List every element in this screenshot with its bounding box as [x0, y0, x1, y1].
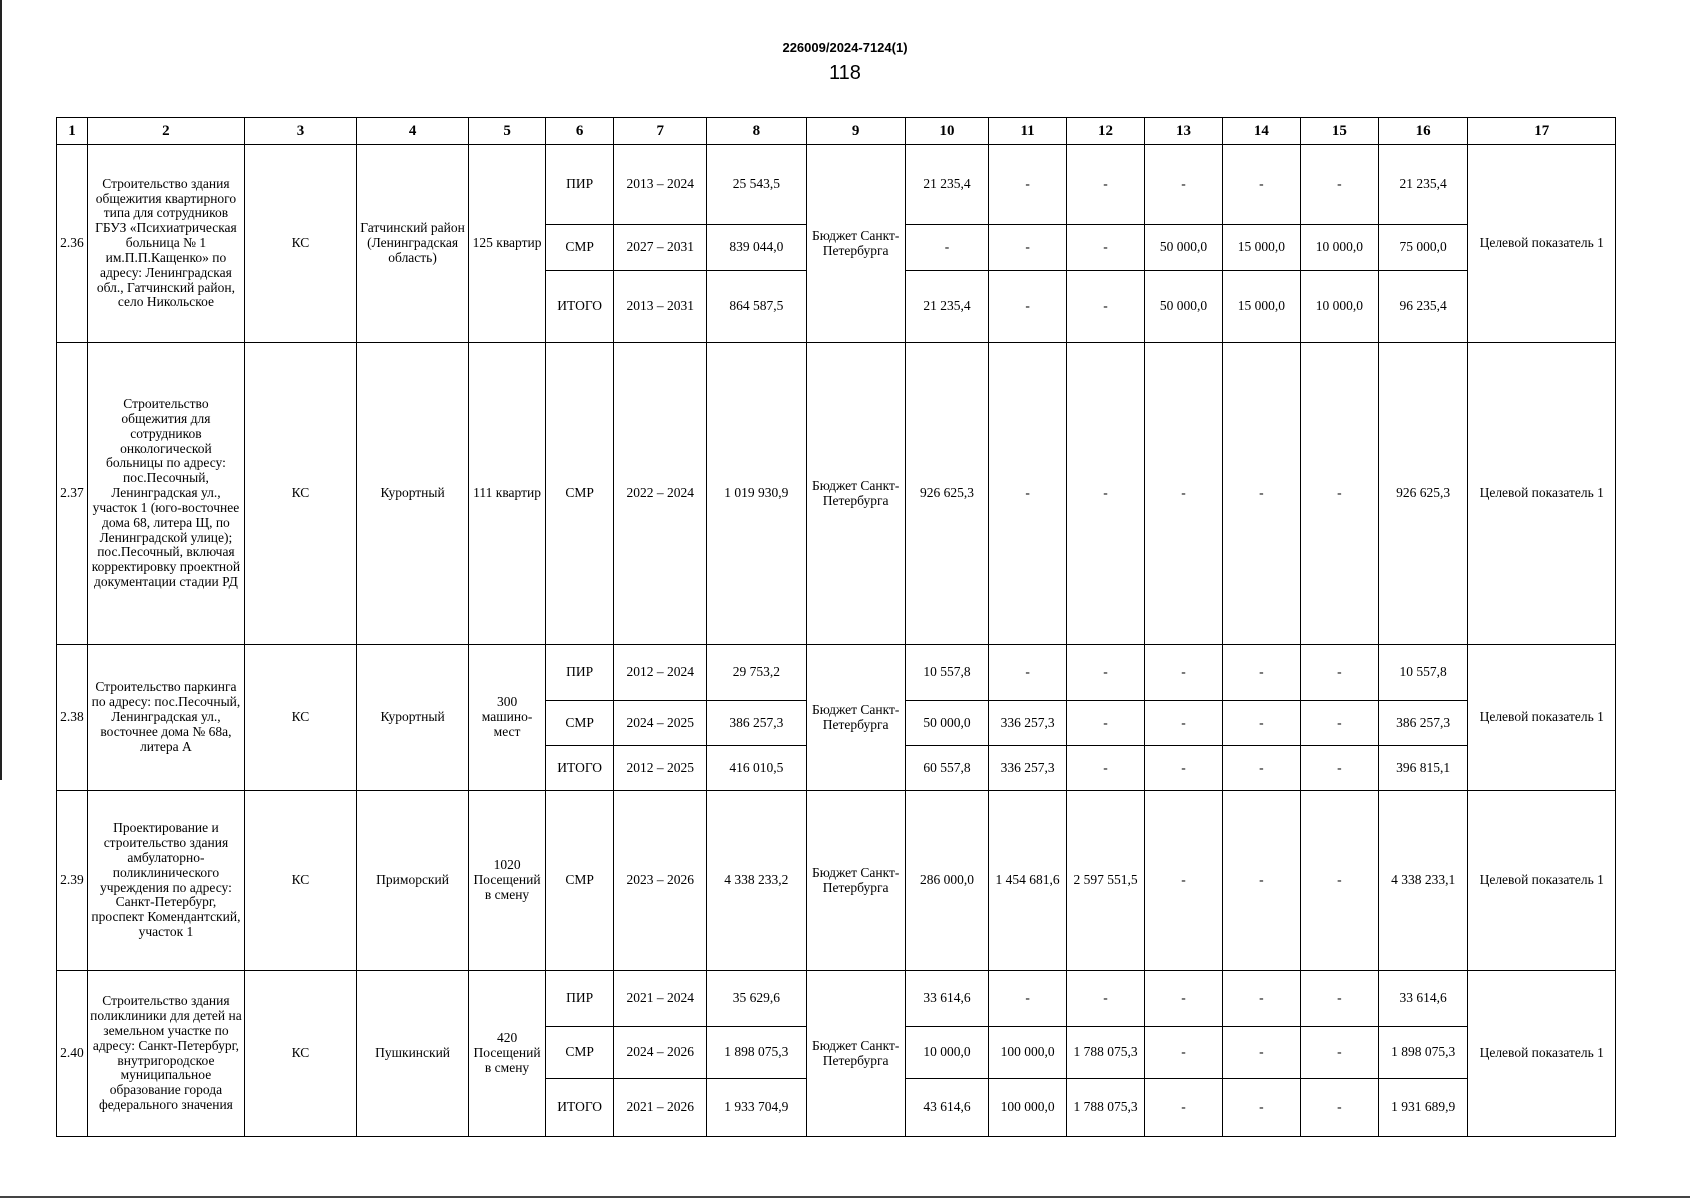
value-cell: 100 000,0	[989, 1079, 1067, 1137]
district: Пушкинский	[357, 971, 469, 1137]
value-cell: 1 788 075,3	[1067, 1079, 1145, 1137]
value-cell: 43 614,6	[905, 1079, 988, 1137]
value-cell: 4 338 233,1	[1378, 791, 1468, 971]
value-cell: -	[1222, 343, 1300, 645]
value-cell: 50 000,0	[905, 701, 988, 746]
capacity: 111 квартир	[469, 343, 546, 645]
stage: СМР	[546, 701, 614, 746]
value-cell: -	[1300, 1079, 1378, 1137]
col-header: 4	[357, 118, 469, 145]
funding-source: Бюджет Санкт-Петербурга	[806, 645, 905, 791]
object-name: Строительство паркинга по адресу: пос.Песочный, Ленинградская ул., восточнее дома № 68а, литера А	[87, 645, 244, 791]
page-number: 118	[829, 62, 861, 84]
period: 2012 – 2025	[614, 746, 707, 791]
col-header: 9	[806, 118, 905, 145]
period: 2021 – 2026	[614, 1079, 707, 1137]
row-number: 2.38	[57, 645, 88, 791]
value-cell: -	[1067, 145, 1145, 225]
table-row	[57, 343, 1616, 645]
value-cell: 926 625,3	[905, 343, 988, 645]
value-cell: 1 788 075,3	[1067, 1027, 1145, 1079]
value-cell: -	[1300, 1027, 1378, 1079]
value-cell: 50 000,0	[1144, 225, 1222, 271]
object-name: Строительство здания поликлиники для детей на земельном участке по адресу: Санкт-Петербург, внутригородское муниципальное образование города федерального значения	[87, 971, 244, 1137]
value-cell: 10 000,0	[1300, 271, 1378, 343]
col-header: 2	[87, 118, 244, 145]
document-id: 226009/2024-7124(1)	[782, 40, 908, 55]
value-cell: 21 235,4	[1378, 145, 1468, 225]
value-cell: -	[1067, 701, 1145, 746]
investment-program-table	[56, 117, 1616, 1137]
value-cell: -	[989, 343, 1067, 645]
funding-source: Бюджет Санкт-Петербурга	[806, 145, 905, 343]
target-indicator: Целевой показатель 1	[1468, 645, 1616, 791]
value-cell: 396 815,1	[1378, 746, 1468, 791]
value-cell: 336 257,3	[989, 746, 1067, 791]
col-header: 8	[707, 118, 806, 145]
table-row	[57, 791, 1616, 971]
period: 2013 – 2031	[614, 271, 707, 343]
value-cell: -	[989, 971, 1067, 1027]
value-cell: 10 557,8	[905, 645, 988, 701]
value-cell: 50 000,0	[1144, 271, 1222, 343]
row-number: 2.39	[57, 791, 88, 971]
period: 2027 – 2031	[614, 225, 707, 271]
period: 2023 – 2026	[614, 791, 707, 971]
value-cell: -	[1300, 971, 1378, 1027]
total-cost: 4 338 233,2	[707, 791, 806, 971]
value-cell: -	[1144, 343, 1222, 645]
col-header: 13	[1144, 118, 1222, 145]
value-cell: -	[1144, 1027, 1222, 1079]
district: Курортный	[357, 645, 469, 791]
value-cell: 33 614,6	[1378, 971, 1468, 1027]
col-header: 17	[1468, 118, 1616, 145]
period: 2013 – 2024	[614, 145, 707, 225]
col-header: 14	[1222, 118, 1300, 145]
value-cell: -	[1222, 791, 1300, 971]
value-cell: 21 235,4	[905, 145, 988, 225]
value-cell: -	[1067, 271, 1145, 343]
value-cell: 286 000,0	[905, 791, 988, 971]
value-cell: -	[1300, 746, 1378, 791]
total-cost: 1 898 075,3	[707, 1027, 806, 1079]
period: 2022 – 2024	[614, 343, 707, 645]
table-row	[57, 971, 1616, 1027]
object-name: Строительство здания общежития квартирного типа для сотрудников ГБУЗ «Психиатрическая больница № 1 им.П.П.Кащенко» по адресу: Ленинградская обл., Гатчинский район, село Никольское	[87, 145, 244, 343]
district: Курортный	[357, 343, 469, 645]
funding-source: Бюджет Санкт-Петербурга	[806, 971, 905, 1137]
value-cell: 21 235,4	[905, 271, 988, 343]
value-cell: -	[1300, 701, 1378, 746]
value-cell: 96 235,4	[1378, 271, 1468, 343]
value-cell: -	[1144, 746, 1222, 791]
value-cell: -	[1067, 225, 1145, 271]
col-header: 5	[469, 118, 546, 145]
period: 2021 – 2024	[614, 971, 707, 1027]
total-cost: 1 019 930,9	[707, 343, 806, 645]
value-cell: -	[1222, 971, 1300, 1027]
value-cell: 15 000,0	[1222, 271, 1300, 343]
total-cost: 29 753,2	[707, 645, 806, 701]
stage: СМР	[546, 225, 614, 271]
total-cost: 386 257,3	[707, 701, 806, 746]
target-indicator: Целевой показатель 1	[1468, 145, 1616, 343]
total-cost: 35 629,6	[707, 971, 806, 1027]
object-name: Проектирование и строительство здания амбулаторно-поликлинического учреждения по адресу: Санкт-Петербург, проспект Комендантский, участок 1	[87, 791, 244, 971]
scan-edge	[0, 0, 2, 780]
col-header: 12	[1067, 118, 1145, 145]
capacity: 420 Посещений в смену	[469, 971, 546, 1137]
value-cell: 60 557,8	[905, 746, 988, 791]
table-row	[57, 645, 1616, 701]
col-header: 3	[244, 118, 356, 145]
value-cell: -	[1222, 1079, 1300, 1137]
value-cell: -	[989, 645, 1067, 701]
target-indicator: Целевой показатель 1	[1468, 343, 1616, 645]
column-number-row	[57, 118, 1616, 145]
district: Приморский	[357, 791, 469, 971]
total-cost: 416 010,5	[707, 746, 806, 791]
value-cell: 926 625,3	[1378, 343, 1468, 645]
period: 2024 – 2025	[614, 701, 707, 746]
value-cell: -	[1144, 645, 1222, 701]
value-cell: 33 614,6	[905, 971, 988, 1027]
stage: ПИР	[546, 971, 614, 1027]
funding-source: Бюджет Санкт-Петербурга	[806, 791, 905, 971]
col-header: 10	[905, 118, 988, 145]
total-cost: 864 587,5	[707, 271, 806, 343]
value-cell: 1 931 689,9	[1378, 1079, 1468, 1137]
value-cell: 100 000,0	[989, 1027, 1067, 1079]
value-cell: -	[989, 145, 1067, 225]
value-cell: -	[905, 225, 988, 271]
value-cell: -	[989, 271, 1067, 343]
value-cell: -	[1144, 1079, 1222, 1137]
value-cell: 75 000,0	[1378, 225, 1468, 271]
value-cell: -	[1222, 1027, 1300, 1079]
target-indicator: Целевой показатель 1	[1468, 791, 1616, 971]
page-bottom-rule	[0, 1196, 1690, 1198]
period: 2024 – 2026	[614, 1027, 707, 1079]
period: 2012 – 2024	[614, 645, 707, 701]
col-header: 11	[989, 118, 1067, 145]
object-name: Строительство общежития для сотрудников онкологической больницы по адресу: пос.Песочный, Ленинградская ул., участок 1 (юго-восточнее дома 68, литера Щ, по Ленинградской улице); пос.Песочный, включая корректировку проектной документации стадии РД	[87, 343, 244, 645]
object-type: КС	[244, 145, 356, 343]
stage: СМР	[546, 1027, 614, 1079]
value-cell: -	[1222, 645, 1300, 701]
col-header: 16	[1378, 118, 1468, 145]
stage: ИТОГО	[546, 1079, 614, 1137]
capacity: 1020 Посещений в смену	[469, 791, 546, 971]
value-cell: 10 557,8	[1378, 645, 1468, 701]
row-number: 2.36	[57, 145, 88, 343]
value-cell: -	[1144, 145, 1222, 225]
stage: СМР	[546, 791, 614, 971]
value-cell: -	[1300, 791, 1378, 971]
value-cell: 336 257,3	[989, 701, 1067, 746]
value-cell: -	[1144, 791, 1222, 971]
col-header: 6	[546, 118, 614, 145]
value-cell: 2 597 551,5	[1067, 791, 1145, 971]
object-type: КС	[244, 343, 356, 645]
value-cell: -	[1067, 971, 1145, 1027]
value-cell: 1 454 681,6	[989, 791, 1067, 971]
value-cell: 386 257,3	[1378, 701, 1468, 746]
row-number: 2.40	[57, 971, 88, 1137]
value-cell: -	[1300, 343, 1378, 645]
table-row	[57, 145, 1616, 225]
row-number: 2.37	[57, 343, 88, 645]
total-cost: 1 933 704,9	[707, 1079, 806, 1137]
target-indicator: Целевой показатель 1	[1468, 971, 1616, 1137]
value-cell: 10 000,0	[1300, 225, 1378, 271]
funding-source: Бюджет Санкт-Петербурга	[806, 343, 905, 645]
stage: ИТОГО	[546, 271, 614, 343]
value-cell: -	[1144, 971, 1222, 1027]
district: Гатчинский район (Ленинградская область)	[357, 145, 469, 343]
value-cell: 15 000,0	[1222, 225, 1300, 271]
value-cell: -	[1067, 343, 1145, 645]
value-cell: 1 898 075,3	[1378, 1027, 1468, 1079]
value-cell: -	[1067, 645, 1145, 701]
value-cell: -	[1222, 145, 1300, 225]
value-cell: -	[1300, 645, 1378, 701]
value-cell: 10 000,0	[905, 1027, 988, 1079]
stage: ПИР	[546, 645, 614, 701]
col-header: 1	[57, 118, 88, 145]
value-cell: -	[1222, 746, 1300, 791]
object-type: КС	[244, 645, 356, 791]
total-cost: 25 543,5	[707, 145, 806, 225]
stage: ИТОГО	[546, 746, 614, 791]
object-type: КС	[244, 791, 356, 971]
value-cell: -	[1144, 701, 1222, 746]
value-cell: -	[1222, 701, 1300, 746]
col-header: 15	[1300, 118, 1378, 145]
capacity: 300 машино-мест	[469, 645, 546, 791]
col-header: 7	[614, 118, 707, 145]
value-cell: -	[989, 225, 1067, 271]
total-cost: 839 044,0	[707, 225, 806, 271]
value-cell: -	[1300, 145, 1378, 225]
stage: СМР	[546, 343, 614, 645]
value-cell: -	[1067, 746, 1145, 791]
stage: ПИР	[546, 145, 614, 225]
capacity: 125 квартир	[469, 145, 546, 343]
object-type: КС	[244, 971, 356, 1137]
